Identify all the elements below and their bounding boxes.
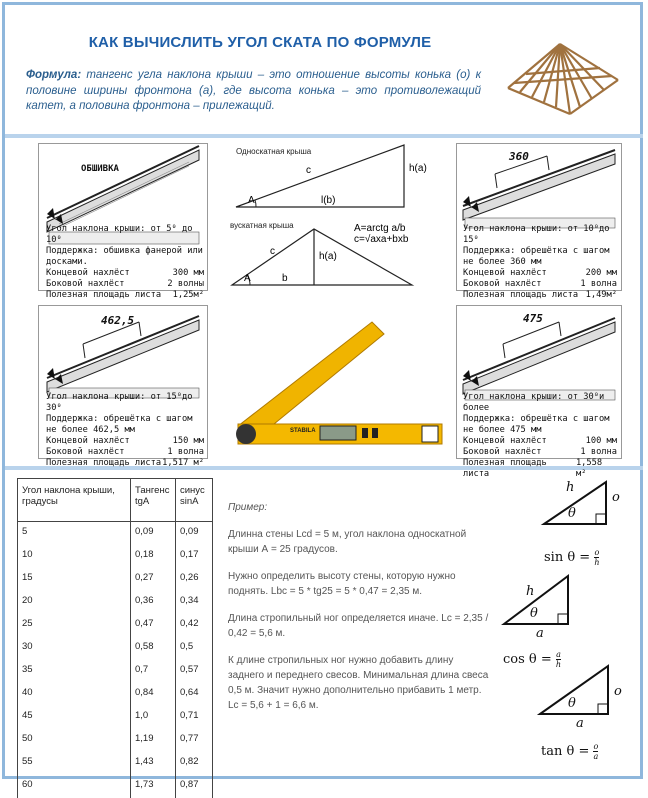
panel-line: не более 475 мм	[463, 425, 542, 435]
panel-row-value: 2 волны	[167, 279, 204, 289]
table-cell: 0,57	[176, 660, 213, 683]
table-row	[18, 614, 213, 637]
table-cell: 0,82	[176, 752, 213, 775]
formula-text: тангенс угла наклона крыши – это отношение высоты конька (о) к половине ширины фронтона (а), где высота конька – это противолежащий катет, а половина фронтона – прилежащий.	[26, 69, 481, 112]
tan-denominator: a	[593, 752, 599, 761]
page-title: КАК ВЫЧИСЛИТЬ УГОЛ СКАТА ПО ФОРМУЛЕ	[88, 34, 432, 51]
panel-row-label: Полезная площадь листа	[46, 458, 162, 468]
panel-row-value: 1 волна	[580, 279, 617, 289]
table-cell: 40	[18, 683, 131, 706]
panel-row-value: 1,49м²	[585, 290, 617, 300]
label-angle: A	[248, 195, 255, 206]
panel-row-label: Концевой нахлёст	[463, 268, 547, 278]
cos-denominator: h	[555, 660, 562, 669]
formula-arctg: A=arctg a/b	[354, 223, 406, 234]
panel-line: Поддержка: обрешётка с шагом	[46, 414, 193, 424]
label-o: o	[614, 684, 622, 699]
panel-row-label: Концевой нахлёст	[46, 268, 130, 278]
panel-row-value: 150 мм	[172, 436, 204, 446]
panel-row-label: Концевой нахлёст	[46, 436, 130, 446]
tan-label: tan θ =	[541, 744, 590, 759]
table-cell: 5	[18, 522, 131, 546]
label-a: a	[536, 626, 544, 641]
panel-line: Угол наклона крыши: от 15⁰до 30⁰	[46, 392, 193, 413]
sin-numerator: o	[594, 548, 600, 557]
label-b: b	[282, 273, 288, 284]
table-cell: 60	[18, 775, 131, 798]
panel-row-label: Полезная площадь листа	[46, 290, 162, 300]
table-cell: 0,84	[131, 683, 176, 706]
table-row	[18, 522, 213, 546]
panel-row-value: 1 волна	[167, 447, 204, 457]
table-cell: 1,19	[131, 729, 176, 752]
table-cell: 0,09	[176, 522, 213, 546]
label-h: h	[566, 480, 575, 495]
table-cell: 0,18	[131, 545, 176, 568]
table-header: синус sinA	[176, 479, 213, 522]
table-row	[18, 568, 213, 591]
example-paragraph: Длинна стены Lcd = 5 м, угол наклона односкатной крыши А = 25 градусов.	[228, 529, 467, 555]
example-text	[228, 500, 490, 725]
table-cell: 55	[18, 752, 131, 775]
table-header: Тангенс tgA	[131, 479, 176, 522]
label-l: l(b)	[321, 195, 336, 206]
table-row	[18, 729, 213, 752]
panel-row-value: 200 мм	[585, 268, 617, 278]
example-paragraph: Длина стропильный ног определяется иначе. Lc = 2,35 / 0,42 = 5,6 м.	[228, 613, 489, 639]
panel-row-value: 300 мм	[172, 268, 204, 278]
panel-row-label: Полезная площадь листа	[463, 458, 547, 479]
table-cell: 0,36	[131, 591, 176, 614]
panel-row-value: 1,517 м²	[162, 458, 204, 468]
roof-triangle-diagram	[226, 143, 436, 291]
panel-line: Угол наклона крыши: от 30⁰и более	[463, 392, 605, 413]
example-label: Пример:	[228, 502, 268, 513]
panel-line: Угол наклона крыши: от 10⁰до 15⁰	[463, 224, 610, 245]
panel-row-value: 1 волна	[580, 447, 617, 457]
roof-frame-illustration	[500, 30, 630, 120]
label-h: h(a)	[409, 163, 427, 174]
table-row	[18, 706, 213, 729]
panel-row-label: Полезная площадь листа	[463, 290, 579, 300]
table-cell: 0,77	[176, 729, 213, 752]
table-cell: 30	[18, 637, 131, 660]
panel-line: не более 462,5 мм	[46, 425, 135, 435]
table-row	[18, 752, 213, 775]
panel-line: не более 360 мм	[463, 257, 542, 267]
roofing-panel-3	[38, 305, 208, 468]
table-cell: 0,58	[131, 637, 176, 660]
trig-triangles	[500, 476, 640, 776]
label-c: c	[306, 165, 311, 176]
table-cell: 0,87	[176, 775, 213, 798]
lath-step: 462,5	[101, 314, 135, 327]
label-o: o	[612, 490, 620, 505]
label-h: h(a)	[319, 251, 337, 262]
table-row	[18, 660, 213, 683]
table-row	[18, 637, 213, 660]
tan-numerator: o	[593, 742, 599, 751]
material-label: ОБШИВКА	[81, 164, 119, 174]
label-c: c	[270, 246, 275, 257]
panel-line: досками.	[46, 257, 88, 267]
panel-row-label: Боковой нахлёст	[46, 279, 125, 289]
table-cell: 10	[18, 545, 131, 568]
panel-line: Поддержка: обшивка фанерой или	[46, 246, 203, 256]
panel-row-label: Концевой нахлёст	[463, 436, 547, 446]
table-cell: 20	[18, 591, 131, 614]
roofing-panel-1	[38, 143, 208, 300]
label-theta: θ	[568, 696, 576, 711]
table-cell: 0,42	[176, 614, 213, 637]
table-cell: 0,5	[176, 637, 213, 660]
label-h: h	[526, 584, 535, 599]
table-cell: 50	[18, 729, 131, 752]
table-cell: 1,0	[131, 706, 176, 729]
table-header: Угол наклона крыши, градусы	[18, 479, 131, 522]
table-cell: 15	[18, 568, 131, 591]
section-divider	[5, 134, 643, 138]
single-roof-title: Односкатная крыша	[236, 147, 312, 156]
panel-line: Поддержка: обрешётка с шагом	[463, 414, 610, 424]
table-cell: 0,09	[131, 522, 176, 546]
cos-label: cos θ =	[503, 652, 552, 667]
label-theta: θ	[530, 606, 538, 621]
table-cell: 0,7	[131, 660, 176, 683]
lath-step: 360	[509, 150, 529, 163]
table-cell: 0,64	[176, 683, 213, 706]
cosine-formula	[503, 650, 561, 669]
roofing-panel-4	[456, 305, 622, 479]
panel-row-value: 1,25м²	[172, 290, 204, 300]
table-cell: 0,27	[131, 568, 176, 591]
formula-hypotenuse: c=√axa+bxb	[354, 234, 409, 245]
tangent-formula	[541, 742, 598, 761]
sin-denominator: h	[594, 558, 600, 567]
example-paragraph: Нужно определить высоту стены, которую нужно поднять. Lbc = 5 * tg25 = 5 * 0,47 = 2,35 м.	[228, 571, 456, 597]
table-cell: 0,26	[176, 568, 213, 591]
panel-row-label: Боковой нахлёст	[46, 447, 125, 457]
table-cell: 45	[18, 706, 131, 729]
label-angle: A	[244, 273, 251, 284]
lath-step: 475	[523, 312, 543, 325]
panel-line: Поддержка: обрешётка с шагом	[463, 246, 610, 256]
formula-label: Формула:	[26, 69, 82, 81]
sine-formula	[544, 548, 599, 567]
panel-row-value: 100 мм	[585, 436, 617, 446]
table-cell: 0,34	[176, 591, 213, 614]
cos-numerator: a	[556, 650, 561, 659]
digital-angle-finder-image	[232, 318, 448, 458]
table-cell: 0,71	[176, 706, 213, 729]
table-cell: 35	[18, 660, 131, 683]
panel-row-value: 1,558 м²	[575, 458, 603, 479]
table-cell: 25	[18, 614, 131, 637]
panel-row-label: Боковой нахлёст	[463, 279, 542, 289]
sin-label: sin θ =	[544, 550, 591, 565]
table-cell: 0,47	[131, 614, 176, 637]
label-a: a	[576, 716, 584, 731]
roofing-panel-2	[456, 143, 622, 300]
tool-brand: STABILA	[290, 428, 316, 434]
gable-roof-title: вускатная крыша	[230, 221, 294, 230]
angle-table	[17, 478, 213, 798]
formula-description	[26, 68, 481, 115]
example-paragraph: К длине стропильных ног нужно добавить длину заднего и переднего свесов. Минимальная длина свеса 0,5 м. Значит нужно дополнительно прибавить 1 метр. Lc = 5,6 + 1 = 6,6 м.	[228, 655, 489, 711]
table-row	[18, 775, 213, 798]
table-cell: 1,73	[131, 775, 176, 798]
table-row	[18, 591, 213, 614]
label-theta: θ	[568, 506, 576, 521]
panel-row-label: Боковой нахлёст	[463, 447, 542, 457]
table-cell: 0,17	[176, 545, 213, 568]
table-row	[18, 683, 213, 706]
table-row	[18, 545, 213, 568]
panel-line: Угол наклона крыши: от 5⁰ до 10⁰	[46, 224, 193, 245]
table-cell: 1,43	[131, 752, 176, 775]
